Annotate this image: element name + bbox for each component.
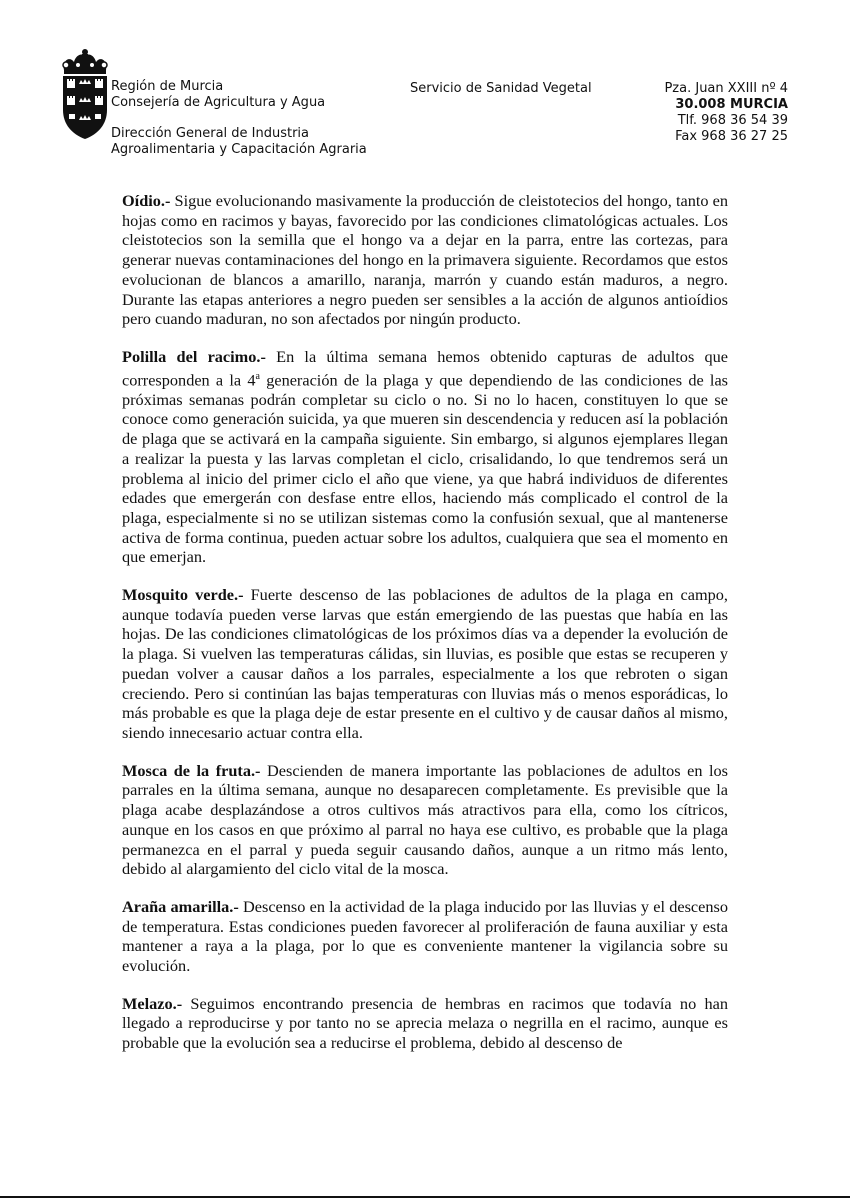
section-title: Polilla del racimo.-	[122, 346, 266, 366]
org-ministry: Consejería de Agricultura y Agua	[111, 95, 326, 110]
section-text: Descienden de manera importante las poblaciones de adultos en los parrales en la última semana, aunque no desaparecen completamente. Es previsible que la plaga acabe desplazándose a otros cultivos más atractivos para ella, como los cítricos, aunque en los casos en que próximo al parral no haya ese cultivo, es probable que la plaga permanezca en el parral y pueda seguir causando daños, aunque a un ritmo más lento, debido al alargamiento del ciclo vital de la mosca.	[122, 760, 729, 879]
section-title: Araña amarilla.-	[122, 896, 239, 916]
org-directorate-2: Agroalimentaria y Capacitación Agraria	[111, 142, 367, 157]
bulletin-body	[122, 191, 728, 1071]
section-title: Melazo.-	[122, 993, 183, 1013]
section-mosca	[122, 761, 728, 879]
address-phone: Tlf. 968 36 54 39	[677, 113, 788, 128]
address-fax: Fax 968 36 27 25	[675, 129, 788, 144]
coat-of-arms-icon	[60, 48, 110, 140]
superscript: a	[255, 370, 260, 382]
section-arana	[122, 897, 728, 976]
section-text-cont: generación de la plaga y que dependiendo de las condiciones de las próximas semanas podrán completar su ciclo o no. Si no lo hacen, constituyen lo que se conoce como generación suicida, ya que mueren sin descendencia y reducen así la población de plaga que se activará en la campaña siguiente. Sin embargo, si algunos ejemplares llegan a realizar la puesta y las larvas completan el ciclo, crisalidando, lo que tendremos será un problema al inicio del primer ciclo el año que viene, ya que habrá individuos de diferentes edades que emergerán con desfase entre ellos, haciendo más complicado el control de la plaga, especialmente si no se utilizan sistemas como la confusión sexual, que al mantenerse activa de forma continua, pueden actuar sobre los adultos, cualquiera que sea el momento en que emerjan.	[122, 370, 729, 567]
section-melazo	[122, 994, 728, 1053]
section-title: Oídio.-	[122, 191, 171, 210]
section-text: Seguimos encontrando presencia de hembras en racimos que todavía no han llegado a reproducirse y por tanto no se aprecia melaza o negrilla en el racimo, aunque es probable que la evolución sea a reducirse el problema, debido al descenso de	[122, 993, 728, 1053]
section-oidio	[122, 191, 728, 329]
section-text: Descenso en la actividad de la plaga inducido por las lluvias y el descenso de temperatura. Estas condiciones pueden favorecer al proliferación de fauna auxiliar y esta mantener a raya a la plaga, por lo que es conveniente mantener la vigilancia sobre su evolución.	[122, 896, 728, 976]
section-mosquito	[122, 585, 728, 743]
org-region: Región de Murcia	[111, 79, 224, 94]
address-street: Pza. Juan XXIII nº 4	[664, 81, 788, 96]
bottom-divider	[0, 1196, 850, 1198]
section-text: En la última semana hemos obtenido capturas de adultos que corresponden a la 4	[122, 346, 729, 390]
organization-block	[111, 79, 367, 158]
org-directorate: Dirección General de Industria	[111, 126, 310, 141]
address-block	[664, 81, 788, 145]
service-name: Servicio de Sanidad Vegetal	[410, 81, 592, 96]
section-title: Mosquito verde.-	[122, 585, 244, 605]
section-title: Mosca de la fruta.-	[122, 760, 261, 780]
section-polilla	[122, 347, 728, 567]
section-text: Sigue evolucionando masivamente la producción de cleistotecios del hongo, tanto en hojas como en racimos y bayas, favorecido por las condiciones climatológicas actuales. Los cleistotecios son la semilla que el hongo va a dejar en la parra, entre las cortezas, para generar nuevas contaminaciones del hongo en la primavera siguiente. Recordamos que estos evolucionan de blancos a amarillo, naranja, marrón y cuando están maduros, a negro. Durante las etapas anteriores a negro pueden ser sensibles a la acción de algunos antioídios pero cuando maduran, no son afectados por ningún producto.	[122, 191, 728, 329]
address-city: 30.008 MURCIA	[675, 97, 788, 112]
section-text: Fuerte descenso de las poblaciones de adultos de la plaga en campo, aunque todavía pueden verse larvas que están emergiendo de las puestas que había en las hojas. De las condiciones climatológicas de los próximos días va a depender la evolución de la plaga. Si vuelven las temperaturas cálidas, sin lluvias, es posible que estas se recuperen y puedan volver a causar daños a los parrales, especialmente a los que rebroten o sigan creciendo. Pero si continúan las bajas temperaturas con lluvias más o menos esporádicas, lo más probable es que la plaga deje de estar presente en el cultivo y de causar daños al mismo, siendo innecesario actuar contra ella.	[122, 585, 728, 742]
